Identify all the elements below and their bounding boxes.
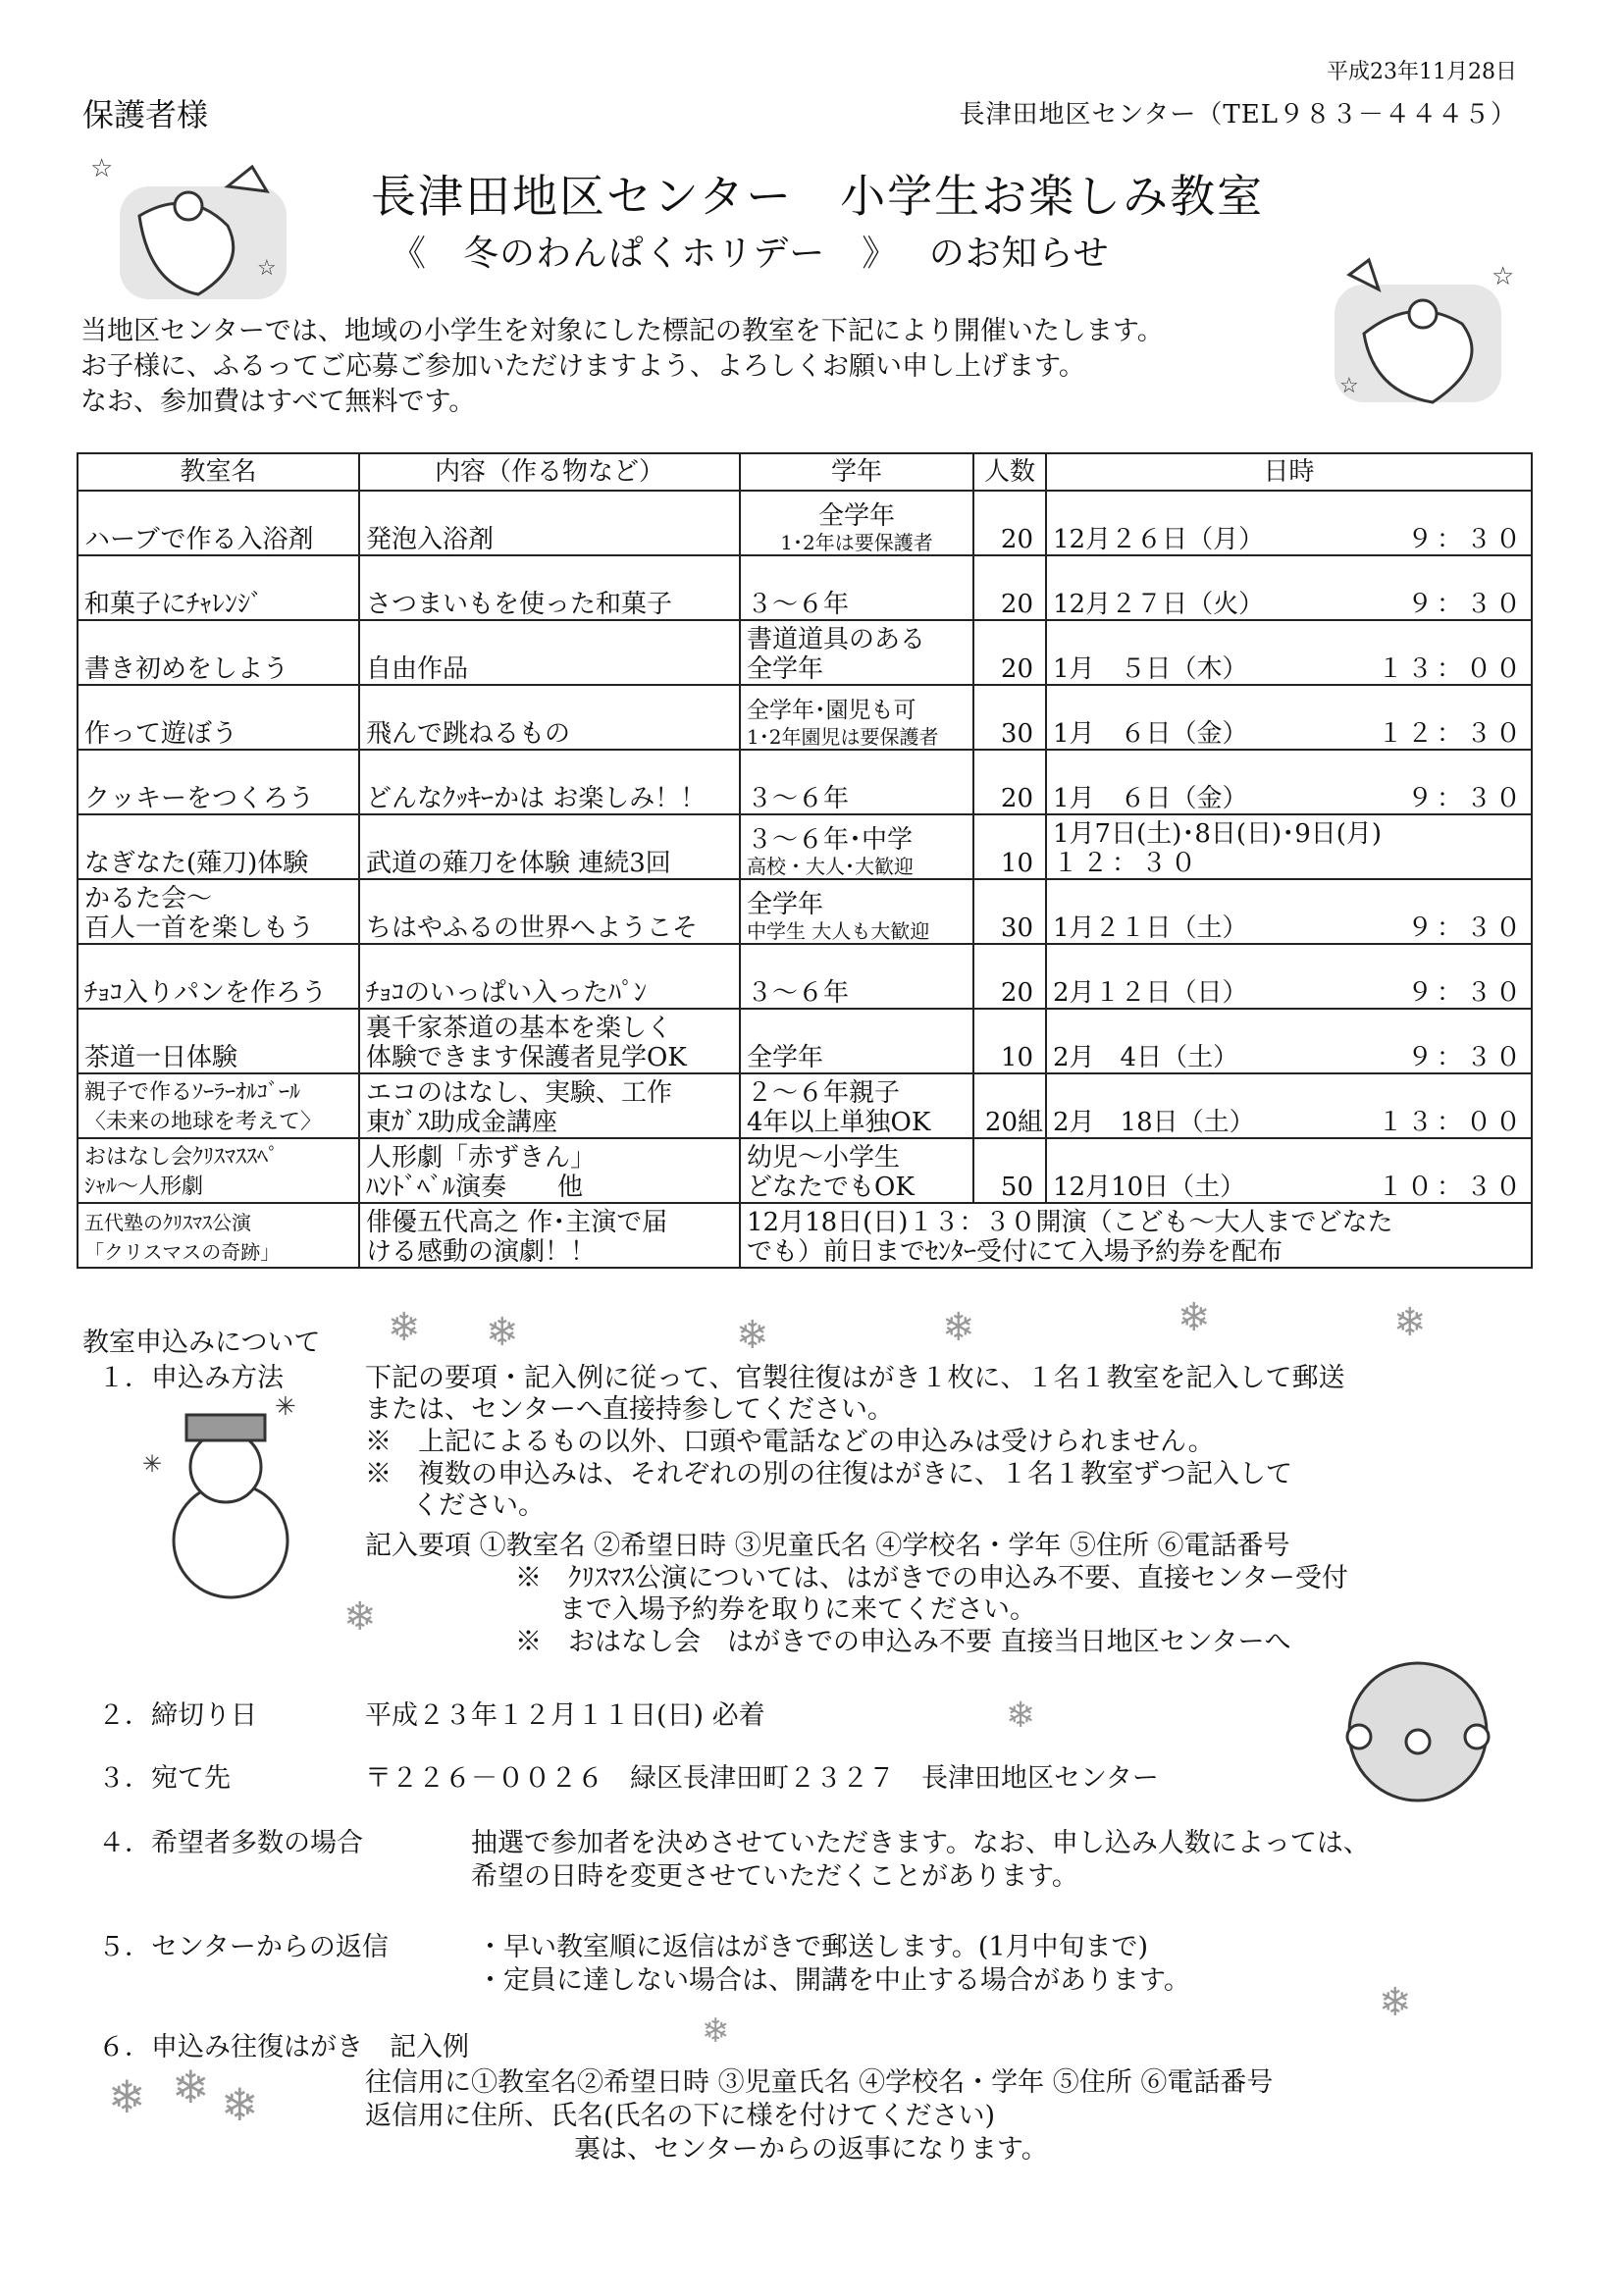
grade-line: 全学年 (817, 501, 895, 531)
class-capacity: 20 (973, 944, 1046, 1009)
class-datetime (1046, 814, 1532, 879)
class-capacity: 20 (973, 491, 1046, 555)
class-datetime (1046, 491, 1532, 555)
application-heading: 教室申込みについて (82, 1328, 321, 1358)
class-name-line: ｼｬﾙ～人形劇 (84, 1174, 204, 1199)
section-1-line: 記入要項 ①教室名 ②希望日時 ③児童氏名 ④学校名・学年 ⑤住所 ⑥電話番号 (365, 1531, 1290, 1561)
class-grade: 全学年 (740, 1009, 973, 1073)
class-time: １２：３０ (1377, 719, 1525, 749)
class-name: ハーブで作る入浴剤 (78, 491, 359, 555)
section-1-line: ※ おはなし会 はがきでの申込み不要 直接当日地区センターへ (515, 1627, 1291, 1657)
svg-text:☆: ☆ (1339, 374, 1359, 398)
class-datetime (1046, 1073, 1532, 1138)
class-grade (740, 1073, 973, 1138)
content-line: ける感動の演劇！！ (366, 1237, 597, 1267)
class-datetime (1046, 685, 1532, 750)
class-date: 1月 ６日（金） (1053, 784, 1248, 813)
class-time: １０：３０ (1377, 1173, 1525, 1202)
class-name-line: おはなし会ｸﾘｽﾏｽｽﾍﾟ (84, 1145, 280, 1170)
class-name-line: 〈未来の地球を考えて〉 (84, 1110, 323, 1134)
content-line: 俳優五代高之 作･主演で届 (366, 1208, 668, 1237)
class-content: 武道の薙刀を体験 連続3回 (359, 814, 740, 879)
class-grade (740, 879, 973, 944)
content-line: ﾊﾝﾄﾞﾍﾞﾙ演奏 他 (366, 1173, 584, 1202)
class-time: １２：３０ (1053, 849, 1201, 878)
class-content: どんなｸｯｷｰかは お楽しみ！！ (359, 750, 740, 814)
section-3-label: ３．宛て先 (98, 1763, 231, 1794)
class-time: ９：３０ (1406, 913, 1525, 943)
grade-line: 書道道具のある (747, 625, 926, 654)
snowflake-icon: ❄ (1393, 1300, 1427, 1345)
class-content: ちはやふるの世界へようこそ (359, 879, 740, 944)
grade-line: 全学年 (747, 890, 824, 919)
col-header-capacity: 人数 (973, 453, 1046, 491)
grade-note: 高校・大人･大歓迎 (747, 855, 914, 878)
section-4-label: ４．希望者多数の場合 (98, 1828, 363, 1858)
table-row (78, 879, 1532, 944)
page-subtitle: 《 冬のわんぱくホリデー 》 のお知らせ (391, 234, 1110, 274)
content-line: 体験できます保護者見学OK (366, 1043, 687, 1072)
svg-text:☆: ☆ (90, 154, 114, 183)
class-content (359, 1203, 740, 1268)
section-6-line: 返信用に住所、氏名(氏名の下に様を付けてください) (365, 2101, 996, 2131)
intro-line: なお、参加費はすべて無料です。 (80, 387, 476, 417)
section-6-line: 裏は、センターからの返事になります。 (574, 2134, 1048, 2165)
snowflake-icon: ❄ (108, 2070, 146, 2123)
class-content: 発泡入浴剤 (359, 491, 740, 555)
class-name-line: 百人一首を楽しもう (84, 913, 315, 943)
class-time: ９：３０ (1406, 1043, 1525, 1072)
class-capacity: 20組 (973, 1073, 1046, 1138)
table-row (78, 555, 1532, 620)
svg-text:✳: ✳ (275, 1393, 296, 1422)
class-datetime (1046, 944, 1532, 1009)
class-capacity: 10 (973, 814, 1046, 879)
class-content (359, 1009, 740, 1073)
grade-line: 全学年･園児も可 (747, 698, 916, 723)
class-time: １３：００ (1377, 1108, 1525, 1137)
class-name: 書き初めをしよう (78, 620, 359, 685)
section-2-label: ２．締切り日 (98, 1700, 257, 1731)
page-title: 長津田地区センター 小学生お楽しみ教室 (371, 170, 1265, 223)
section-4-line: 抽選で参加者を決めさせていただきます。なお、申し込み人数によっては、 (471, 1828, 1370, 1858)
note-line: 12月18日(日)１３：３０開演（こども～大人までどなた (747, 1208, 1393, 1237)
class-datetime (1046, 620, 1532, 685)
content-line: 裏千家茶道の基本を楽しく (366, 1014, 673, 1043)
class-content: さつまいもを使った和菓子 (359, 555, 740, 620)
snowflake-icon: ❄ (1006, 1696, 1036, 1736)
section-1-line: ※ ｸﾘｽﾏｽ公演については、はがきでの申込み不要、直接センター受付 (515, 1563, 1348, 1593)
snowflake-icon: ❄ (486, 1310, 519, 1355)
section-1-line: 下記の要項・記入例に従って、官製往復はがき１枚に、１名１教室を記入して郵送 (365, 1363, 1345, 1393)
snowflake-icon: ❄ (343, 1594, 377, 1640)
class-time: ９：３０ (1406, 525, 1525, 554)
section-1-label: １．申込み方法 (98, 1363, 284, 1393)
grade-line: どなたでもOK (747, 1173, 915, 1202)
table-row (78, 1073, 1532, 1138)
class-datetime (1046, 1138, 1532, 1203)
class-name: なぎなた(薙刀)体験 (78, 814, 359, 879)
snowman-illustration (137, 1393, 324, 1609)
table-row (78, 1138, 1532, 1203)
col-header-content: 内容（作る物など） (359, 453, 740, 491)
class-schedule-table (77, 452, 1533, 1269)
class-date: 1月7日(土)･8日(日)･9日(月) (1053, 819, 1383, 849)
class-grade (740, 491, 973, 555)
section-5-line: ・定員に達しない場合は、開講を中止する場合があります。 (477, 1965, 1190, 1996)
class-datetime (1046, 879, 1532, 944)
content-line: 人形劇「赤ずきん」 (366, 1143, 597, 1173)
snowflake-icon: ❄ (172, 2061, 210, 2113)
intro-line: お子様に、ふるってご応募ご参加いただけますよう、よろしくお願い申し上げます。 (80, 351, 1085, 382)
table-row (78, 685, 1532, 750)
grade-note: 中学生 大人も大歓迎 (747, 919, 930, 943)
col-header-name: 教室名 (78, 453, 359, 491)
class-grade (740, 620, 973, 685)
class-name: 和菓子にﾁｬﾚﾝｼﾞ (78, 555, 359, 620)
class-capacity: 20 (973, 620, 1046, 685)
snowflake-icon: ❄ (1379, 1980, 1412, 2025)
recipient: 保護者様 (82, 96, 209, 133)
grade-line: 幼児～小学生 (747, 1143, 901, 1173)
table-row (78, 620, 1532, 685)
grade-line: 全学年 (747, 654, 824, 684)
class-date: 2月 4日（土） (1053, 1043, 1239, 1072)
class-date: 1月 ６日（金） (1053, 719, 1248, 749)
snowflake-icon: ❄ (221, 2078, 259, 2131)
class-content: 自由作品 (359, 620, 740, 685)
section-5-label: ５．センターからの返信 (98, 1932, 389, 1962)
class-content (359, 1138, 740, 1203)
table-row (78, 1009, 1532, 1073)
intro-text (80, 314, 1164, 420)
class-grade (740, 685, 973, 750)
intro-line: 当地区センターでは、地域の小学生を対象にした標記の教室を下記により開催いたします。 (80, 316, 1164, 346)
svg-text:✳: ✳ (142, 1450, 163, 1478)
class-grade: ３～６年 (740, 555, 973, 620)
issue-date: 平成23年11月28日 (1327, 60, 1517, 84)
class-name (78, 1203, 359, 1268)
class-date: 12月２６日（月） (1053, 525, 1265, 554)
class-date: 1月 ５日（木） (1053, 654, 1248, 684)
table-row (78, 814, 1532, 879)
class-name: ﾁｮｺ入りパンを作ろう (78, 944, 359, 1009)
note-line: でも）前日までｾﾝﾀｰ受付にて入場予約券を配布 (747, 1237, 1283, 1267)
grade-note: 1･2年は要保護者 (780, 531, 933, 554)
class-time: １３：００ (1377, 654, 1525, 684)
snowflake-icon: ❄ (736, 1313, 769, 1358)
globe-children-illustration (1315, 1648, 1521, 1815)
class-capacity: 20 (973, 555, 1046, 620)
class-schedule-note (740, 1203, 1532, 1268)
section-4-line: 希望の日時を変更させていただくことがあります。 (471, 1861, 1078, 1892)
class-name (78, 1138, 359, 1203)
content-line: エコのはなし、実験、工作 (366, 1078, 673, 1108)
section-6-line: 往信用に①教室名②希望日時 ③児童氏名 ④学校名・学年 ⑤住所 ⑥電話番号 (365, 2067, 1274, 2098)
section-2-text: 平成２３年１２月１１日(日) 必着 (365, 1700, 765, 1731)
grade-note: 1･2年園児は要保護者 (747, 725, 939, 749)
class-capacity: 10 (973, 1009, 1046, 1073)
class-date: 1月２１日（土） (1053, 913, 1248, 943)
section-1-line: ください。 (412, 1490, 545, 1521)
angel-bell-illustration-right (1325, 255, 1541, 417)
grade-line: ３～６年･中学 (747, 825, 914, 855)
section-6-label: ６．申込み往復はがき 記入例 (98, 2032, 469, 2062)
table-row (78, 491, 1532, 555)
table-header-row (78, 453, 1532, 491)
center-contact: 長津田地区センター（TEL９８３－４４４５） (959, 100, 1517, 130)
class-content: 飛んで跳ねるもの (359, 685, 740, 750)
table-row (78, 750, 1532, 814)
class-grade: ３～６年 (740, 750, 973, 814)
class-name-line: 親子で作るｿｰﾗｰｵﾙｺﾞｰﾙ (84, 1080, 301, 1105)
content-line: 東ｶﾞｽ助成金講座 (366, 1108, 558, 1137)
class-grade: ３～６年 (740, 944, 973, 1009)
class-date: 2月１２日（日） (1053, 978, 1248, 1008)
class-time: ９：３０ (1406, 784, 1525, 813)
svg-text:☆: ☆ (1492, 262, 1515, 291)
class-date: 12月10日（土） (1053, 1173, 1246, 1202)
col-header-datetime: 日時 (1046, 453, 1532, 491)
class-datetime (1046, 1009, 1532, 1073)
section-1-line: まで入場予約券を取りに来てください。 (559, 1594, 1036, 1625)
section-1-line: ※ 複数の申込みは、それぞれの別の往復はがきに、１名１教室ずつ記入して (365, 1459, 1292, 1489)
class-grade (740, 814, 973, 879)
section-5-line: ・早い教室順に返信はがきで郵送します。(1月中旬まで) (477, 1932, 1149, 1962)
class-capacity: 20 (973, 750, 1046, 814)
class-name (78, 879, 359, 944)
class-datetime (1046, 750, 1532, 814)
grade-line: ２～６年親子 (747, 1078, 901, 1108)
class-grade (740, 1138, 973, 1203)
class-name: 茶道一日体験 (78, 1009, 359, 1073)
class-date: 2月 18日（土） (1053, 1108, 1255, 1137)
class-capacity: 30 (973, 685, 1046, 750)
table-row (78, 944, 1532, 1009)
class-content: ﾁｮｺのいっぱい入ったﾊﾟﾝ (359, 944, 740, 1009)
class-name-line: 「クリスマスの奇跡」 (84, 1240, 281, 1264)
snowflake-icon: ❄ (388, 1305, 421, 1350)
class-time: ９：３０ (1406, 590, 1525, 619)
class-capacity: 30 (973, 879, 1046, 944)
snowflake-icon: ❄ (942, 1305, 975, 1350)
col-header-grade: 学年 (740, 453, 973, 491)
class-name: 作って遊ぼう (78, 685, 359, 750)
class-name: クッキーをつくろう (78, 750, 359, 814)
grade-line: 4年以上単独OK (747, 1108, 931, 1137)
class-date: 12月２７日（火） (1053, 590, 1265, 619)
snowflake-icon: ❄ (702, 2011, 730, 2051)
class-name (78, 1073, 359, 1138)
svg-text:☆: ☆ (257, 256, 277, 281)
class-content (359, 1073, 740, 1138)
table-row (78, 1203, 1532, 1268)
class-capacity: 50 (973, 1138, 1046, 1203)
class-name-line: 五代塾のｸﾘｽﾏｽ公演 (84, 1211, 251, 1234)
class-name-line: かるた会～ (84, 884, 213, 913)
section-3-text: 〒２２６－００２６ 緑区長津田町２３２７ 長津田地区センター (365, 1763, 1159, 1794)
class-datetime (1046, 555, 1532, 620)
class-time: ９：３０ (1406, 978, 1525, 1008)
snowflake-icon: ❄ (1178, 1295, 1211, 1340)
section-1-line: または、センターへ直接持参してください。 (365, 1394, 894, 1425)
angel-bell-illustration-left (80, 147, 296, 304)
section-1-line: ※ 上記によるもの以外、口頭や電話などの申込みは受けられません。 (365, 1427, 1215, 1457)
